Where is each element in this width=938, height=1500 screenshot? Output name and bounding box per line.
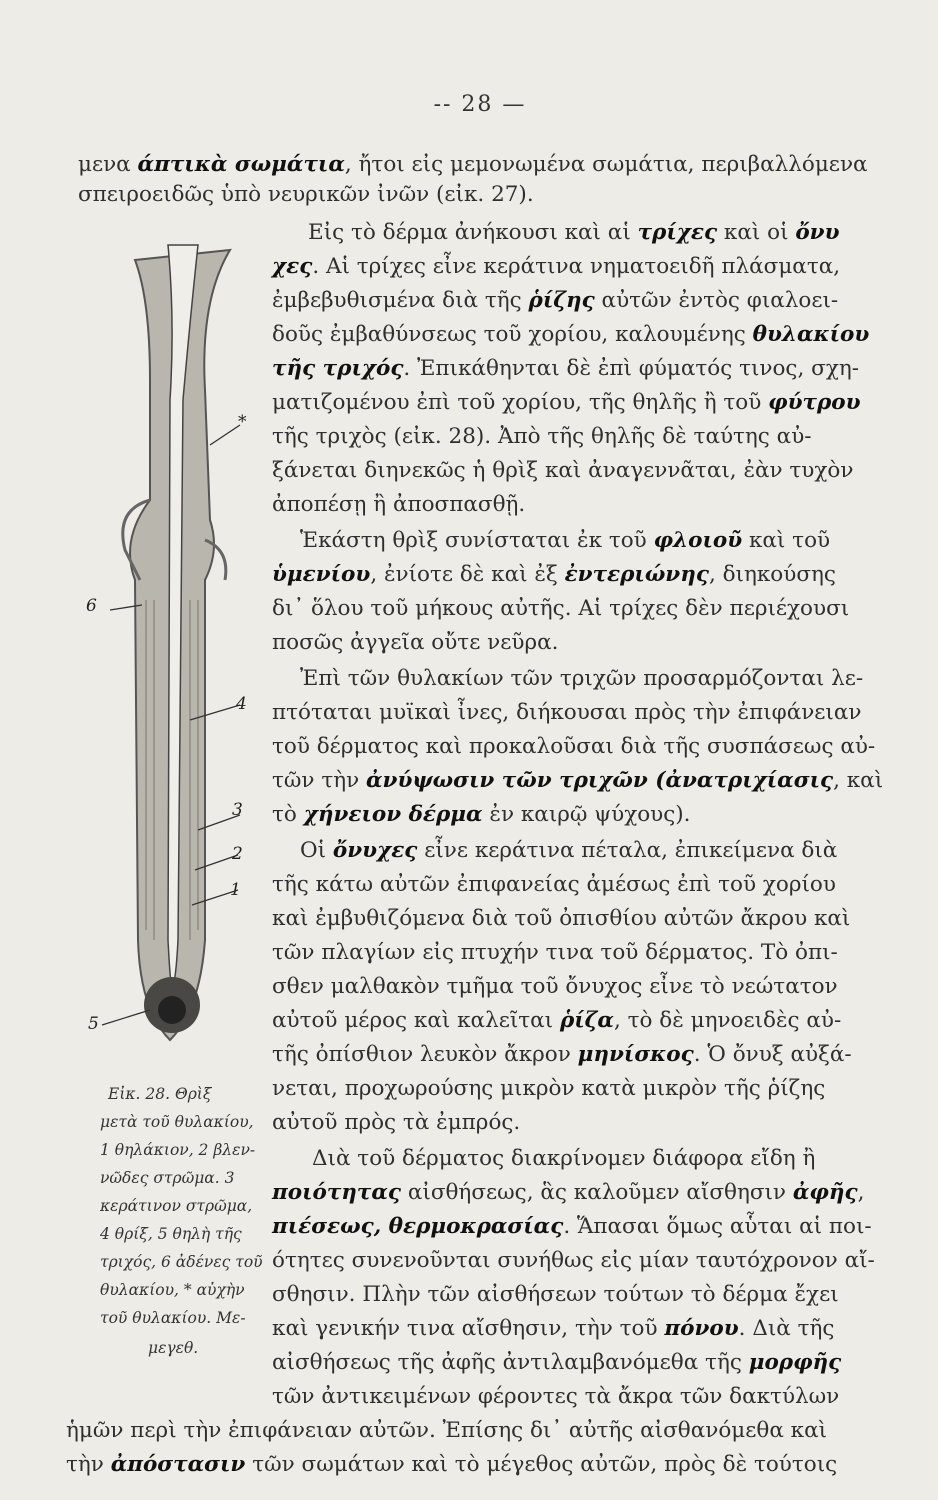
text-segment: Ἑκάστη θρὶξ συνίσταται ἐκ τοῦ bbox=[300, 528, 654, 553]
text-segment: ἐν καιρῷ ψύχους). bbox=[482, 802, 691, 827]
emphasized-term: χες bbox=[272, 254, 313, 279]
text-segment: καὶ ἐμβυθιζόμενα διὰ τοῦ ὀπισθίου αὐτῶν ἄκρου καὶ bbox=[272, 906, 851, 931]
text-line bbox=[312, 1144, 815, 1174]
hair-follicle-figure bbox=[80, 240, 270, 1080]
text-segment: , τὸ δὲ μηνοειδὲς αὐ- bbox=[613, 1008, 842, 1033]
text-segment: τῶν τὴν bbox=[272, 768, 367, 793]
caption-line: μετὰ τοῦ θυλακίου, bbox=[100, 1113, 254, 1131]
text-segment: τὸ bbox=[272, 802, 304, 827]
text-segment: πτόταται μυϊκαὶ ἶνες, διήκουσαι πρὸς τὴν ἐπιφάνειαν bbox=[272, 700, 862, 725]
text-segment: σθησιν. Πλὴν τῶν αἰσθήσεων τούτων τὸ δέρμα ἔχει bbox=[272, 1282, 839, 1307]
text-segment: Διὰ τοῦ δέρματος διακρίνομεν διάφορα εἴδη ἢ bbox=[312, 1146, 816, 1171]
text-segment: ποσῶς ἀγγεῖα οὔτε νεῦρα. bbox=[272, 630, 559, 655]
emphasized-term: θυλακίου bbox=[752, 322, 870, 347]
text-line bbox=[300, 526, 830, 556]
figure-label-2: 2 bbox=[232, 844, 243, 864]
caption-line: κεράτινον στρῶμα, bbox=[100, 1197, 253, 1215]
text-segment: εἶνε κεράτινα πέταλα, ἐπικείμενα διὰ bbox=[417, 838, 838, 863]
text-segment: καὶ γενικήν τινα αἴσθησιν, τὴν τοῦ bbox=[272, 1316, 665, 1341]
figure-label-5: 5 bbox=[88, 1014, 99, 1034]
text-segment: δι᾽ ὅλου τοῦ μήκους αὐτῆς. Αἱ τρίχες δὲν περιέχουσι bbox=[272, 596, 850, 621]
text-line bbox=[272, 1382, 839, 1412]
text-segment: τοῦ δέρματος καὶ προκαλοῦσαι διὰ τῆς συσπάσεως αὐ- bbox=[272, 734, 876, 759]
emphasized-term: ὑμενίου bbox=[272, 562, 371, 587]
figure-label-asterisk: * bbox=[238, 412, 247, 432]
emphasized-term: φύτρου bbox=[768, 390, 861, 415]
text-line bbox=[272, 1314, 834, 1344]
text-line bbox=[272, 1178, 864, 1208]
figure-label-3: 3 bbox=[232, 800, 243, 820]
emphasized-term: ποιότητας bbox=[272, 1180, 402, 1205]
text-segment: αὐτῶν ἐντὸς φιαλοει- bbox=[594, 288, 839, 313]
text-line bbox=[272, 388, 861, 418]
text-segment: τὴν bbox=[66, 1452, 111, 1477]
page-number: -- 28 — bbox=[433, 92, 527, 117]
text-segment: αἰσθήσεως τῆς ἀφῆς ἀντιλαμβανόμεθα τῆς bbox=[272, 1350, 749, 1375]
text-line bbox=[272, 286, 838, 316]
text-segment: ἡμῶν περὶ τὴν ἐπιφάνειαν αὐτῶν. Ἐπίσης δι᾽ αὐτῆς αἰσθανόμεθα καὶ bbox=[66, 1418, 828, 1443]
emphasized-term: μηνίσκος bbox=[577, 1042, 694, 1067]
text-line bbox=[308, 218, 840, 248]
text-line bbox=[272, 972, 838, 1002]
text-segment: καὶ οἱ bbox=[717, 220, 796, 245]
caption-line: 1 θηλάκιον, 2 βλεν- bbox=[100, 1141, 256, 1159]
figure-label-1: 1 bbox=[230, 880, 241, 900]
caption-line: τριχός, 6 ἀδένες τοῦ bbox=[100, 1253, 263, 1271]
text-line bbox=[272, 1280, 839, 1310]
text-line bbox=[272, 422, 812, 452]
caption-line: τοῦ θυλακίου. Με- bbox=[100, 1309, 246, 1327]
text-line bbox=[272, 732, 875, 762]
text-segment: . Ὁ ὄνυξ αὐξά- bbox=[693, 1042, 852, 1067]
emphasized-term: τῆς τριχός bbox=[272, 356, 404, 381]
text-line bbox=[272, 490, 525, 520]
emphasized-term: ἀπόστασιν bbox=[110, 1452, 246, 1477]
emphasized-term: πόνου bbox=[664, 1316, 739, 1341]
text-segment: σθεν μαλθακὸν τμῆμα τοῦ ὄνυχος εἶνε τὸ νεώτατον bbox=[272, 974, 838, 999]
text-line bbox=[78, 150, 868, 180]
text-segment: , bbox=[857, 1180, 865, 1205]
text-line bbox=[272, 560, 836, 590]
figure-label-4: 4 bbox=[236, 694, 247, 714]
papilla bbox=[158, 996, 186, 1024]
caption-line: Εἰκ. 28. Θρὶξ bbox=[108, 1085, 212, 1103]
text-segment: ξάνεται διηνεκῶς ἡ θρὶξ καὶ ἀναγεννᾶται, ἐὰν τυχὸν bbox=[272, 458, 854, 483]
text-segment: σπειροειδῶς ὑπὸ νευρικῶν ἰνῶν (εἰκ. 27). bbox=[78, 182, 534, 207]
text-line bbox=[272, 698, 861, 728]
text-line bbox=[272, 1006, 841, 1036]
text-line bbox=[300, 664, 863, 694]
text-segment: , ἐνίοτε δὲ καὶ ἐξ bbox=[370, 562, 565, 587]
text-line bbox=[272, 1212, 872, 1242]
text-segment: , ἤτοι εἰς μεμονωμένα σωμάτια, περιβαλλόμενα bbox=[344, 152, 868, 177]
text-segment: νεται, προχωρούσης μικρὸν κατὰ μικρὸν τῆς ῥίζης bbox=[272, 1076, 826, 1101]
text-line bbox=[272, 800, 691, 830]
text-line bbox=[272, 354, 859, 384]
text-segment: Οἱ bbox=[300, 838, 333, 863]
emphasized-term: τρίχες bbox=[637, 220, 718, 245]
text-segment: τῶν πλαγίων εἰς πτυχήν τινα τοῦ δέρματος. Τὸ ὀπι- bbox=[272, 940, 838, 965]
caption-line: 4 θρίξ, 5 θηλὴ τῆς bbox=[100, 1225, 242, 1243]
text-segment: τῶν ἀντικειμένων φέροντες τὰ ἄκρα τῶν δακτύλων bbox=[272, 1384, 840, 1409]
emphasized-term: ῥίζα bbox=[559, 1008, 614, 1033]
text-line bbox=[272, 252, 840, 282]
text-segment: μενα bbox=[78, 152, 138, 177]
text-line bbox=[272, 594, 849, 624]
text-segment: αὐτοῦ πρὸς τὰ ἐμπρός. bbox=[272, 1110, 521, 1135]
text-segment: . Διὰ τῆς bbox=[738, 1316, 835, 1341]
text-segment: . Ἐπικάθηνται δὲ ἐπὶ φύματός τινος, σχη- bbox=[403, 356, 859, 381]
text-line bbox=[66, 1416, 827, 1446]
text-line bbox=[272, 938, 838, 968]
text-segment: αἰσθήσεως, ἃς καλοῦμεν αἴσθησιν bbox=[401, 1180, 793, 1205]
text-segment: , καὶ bbox=[833, 768, 884, 793]
text-segment: τῶν σωμάτων καὶ τὸ μέγεθος αὐτῶν, πρὸς δὲ τούτοις bbox=[245, 1452, 838, 1477]
text-line bbox=[272, 1246, 875, 1276]
text-line bbox=[272, 766, 883, 796]
text-segment: ἀποπέσῃ ἢ ἀποσπασθῇ. bbox=[272, 492, 526, 517]
text-line bbox=[78, 180, 534, 210]
text-line bbox=[272, 870, 836, 900]
emphasized-term: μορφῆς bbox=[748, 1350, 842, 1375]
text-segment: , διηκούσης bbox=[708, 562, 836, 587]
text-segment: ότητες συνενοῦνται συνήθως εἰς μίαν ταυτόχρονον αἴ- bbox=[272, 1248, 875, 1273]
emphasized-term: φλοιοῦ bbox=[653, 528, 743, 553]
emphasized-term: ὄνυ bbox=[795, 220, 840, 245]
text-segment: τῆς κάτω αὐτῶν ἐπιφανείας ἀμέσως ἐπὶ τοῦ χορίου bbox=[272, 872, 836, 897]
emphasized-term: χήνειον δέρμα bbox=[303, 802, 483, 827]
emphasized-term: πιέσεως, θερμοκρασίας bbox=[272, 1214, 564, 1239]
text-line bbox=[272, 1074, 825, 1104]
text-line bbox=[272, 456, 853, 486]
emphasized-term: ῥίζης bbox=[528, 288, 595, 313]
text-line bbox=[272, 1108, 520, 1138]
text-line bbox=[272, 628, 558, 658]
text-segment: καὶ τοῦ bbox=[742, 528, 831, 553]
text-segment: ἐμβεβυθισμένα διὰ τῆς bbox=[272, 288, 529, 313]
emphasized-term: ἀφῆς bbox=[792, 1180, 858, 1205]
text-line bbox=[272, 1348, 841, 1378]
text-segment: Εἰς τὸ δέρμα ἀνήκουσι καὶ αἱ bbox=[308, 220, 638, 245]
emphasized-term: ἀνύψωσιν τῶν τριχῶν (ἀνατριχίασις bbox=[366, 768, 834, 793]
emphasized-term: ὄνυχες bbox=[332, 838, 418, 863]
caption-line: θυλακίου, * αὐχὴν bbox=[100, 1281, 245, 1299]
text-segment: ματιζομένου ἐπὶ τοῦ χορίου, τῆς θηλῆς ἢ τοῦ bbox=[272, 390, 769, 415]
text-segment: τῆς ὀπίσθιον λευκὸν ἄκρον bbox=[272, 1042, 578, 1067]
text-line bbox=[300, 836, 837, 866]
text-segment: Ἐπὶ τῶν θυλακίων τῶν τριχῶν προσαρμόζονται λε- bbox=[300, 666, 864, 691]
text-segment: αὐτοῦ μέρος καὶ καλεῖται bbox=[272, 1008, 560, 1033]
figure-label-6: 6 bbox=[86, 596, 97, 616]
text-segment: τῆς τριχὸς (εἰκ. 28). Ἀπὸ τῆς θηλῆς δὲ ταύτης αὐ- bbox=[272, 424, 812, 449]
text-segment: δοῦς ἐμβαθύνσεως τοῦ χορίου, καλουμένης bbox=[272, 322, 753, 347]
text-line bbox=[272, 320, 869, 350]
caption-line: μεγεθ. bbox=[148, 1339, 199, 1357]
text-line bbox=[272, 1040, 852, 1070]
text-segment: . Αἱ τρίχες εἶνε κεράτινα νηματοειδῆ πλάσματα, bbox=[312, 254, 841, 279]
text-line bbox=[272, 904, 850, 934]
emphasized-term: άπτικὰ σωμάτια bbox=[137, 152, 345, 177]
caption-line: νῶδες στρῶμα. 3 bbox=[100, 1169, 235, 1187]
emphasized-term: ἐντεριώνης bbox=[564, 562, 709, 587]
text-segment: . Ἅπασαι ὅμως αὗται αἱ ποι- bbox=[563, 1214, 872, 1239]
text-line bbox=[66, 1450, 837, 1480]
